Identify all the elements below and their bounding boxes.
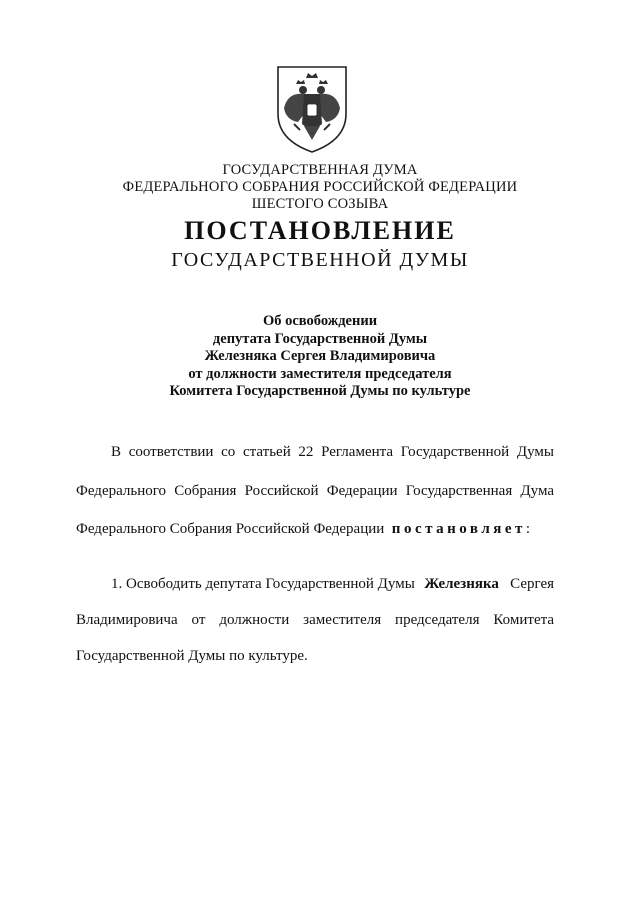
item-1-prefix: 1. Освободить депутата Государственной Думы (111, 576, 415, 592)
decree-colon: : (525, 521, 531, 537)
subject-line-5: Комитета Государственной Думы по культуре (169, 383, 471, 400)
preamble-line-1: В соответствии со статьей 22 Регламента Государственной Думы (111, 444, 554, 460)
header-line-1: ГОСУДАРСТВЕННАЯ ДУМА (222, 162, 418, 178)
item-1-surname: Железняка (424, 576, 499, 592)
subject-block (0, 313, 640, 401)
document-title: ПОСТАНОВЛЕНИЕ (184, 216, 456, 245)
subject-line-3: Железняка Сергея Владимировича (204, 348, 436, 365)
preamble-line-3-text: Федерального Собрания Российской Федерации (76, 521, 385, 537)
preamble-line-3 (76, 521, 530, 538)
decree-word: постановляет (391, 521, 526, 537)
item-1-line-3: Государственной Думы по культуре. (76, 648, 308, 664)
item-1-line-1 (111, 576, 554, 593)
header-line-2: ФЕДЕРАЛЬНОГО СОБРАНИЯ РОССИЙСКОЙ ФЕДЕРАЦИИ (122, 179, 518, 195)
subject-line-2: депутата Государственной Думы (212, 330, 428, 347)
preamble-line-2: Федерального Собрания Российской Федерации Государственная Дума (76, 483, 554, 499)
subject-line-4: от должности заместителя председателя (188, 365, 452, 382)
item-1-line-2: Владимировича от должности заместителя председателя Комитета (76, 612, 554, 628)
coat-of-arms-icon (274, 64, 350, 154)
header-line-3: ШЕСТОГО СОЗЫВА (251, 196, 389, 212)
item-1-name: Сергея (510, 576, 554, 592)
subject-line-1: Об освобождении (262, 313, 378, 329)
document-subtitle: ГОСУДАРСТВЕННОЙ ДУМЫ (171, 249, 469, 271)
